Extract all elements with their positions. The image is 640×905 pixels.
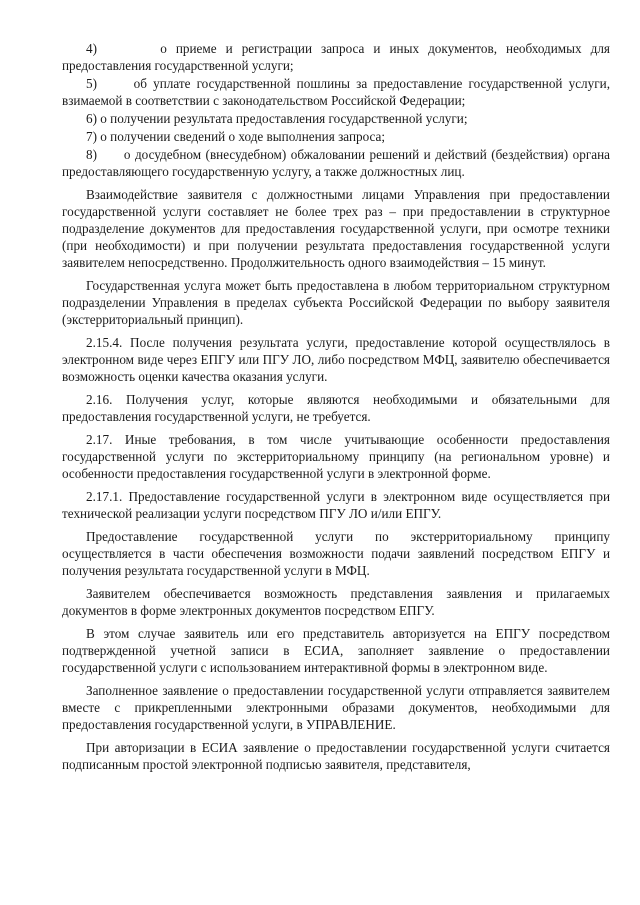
paragraph-item-5: 5) об уплате государственной пошлины за предоставление государственной услуги, взимаемой в соответствии с законодательством Российской Федерации;: [62, 76, 610, 108]
paragraph-2-17-1: 2.17.1. Предоставление государственной услуги в электронном виде осуществляется при технической реализации услуги посредством ПГУ ЛО и/или ЕПГУ.: [62, 489, 610, 521]
paragraph-esia-auth: В этом случае заявитель или его представитель авторизуется на ЕПГУ посредством подтвержденной учетной записи в ЕСИА, заполняет заявление о предоставлении государственной услуги с использованием интерактивной формы в электронном виде.: [62, 626, 610, 675]
paragraph-2-17: 2.17. Иные требования, в том числе учитывающие особенности предоставления государственной услуги по экстерриториальному принципу (на региональном уровне) и особенности предоставления государственной услуги в электронной форме.: [62, 432, 610, 481]
paragraph-extraterritorial-mfc: Предоставление государственной услуги по экстерриториальному принципу осуществляется в части обеспечения возможности подачи заявлений посредством ЕПГУ и получения результата государственной услуги в МФЦ.: [62, 529, 610, 578]
paragraph-item-6: 6) о получении результата предоставления государственной услуги;: [86, 111, 468, 126]
paragraph-item-7: 7) о получении сведений о ходе выполнения запроса;: [86, 129, 386, 144]
document-page: [62, 40, 610, 774]
paragraph-extraterritorial: Государственная услуга может быть предоставлена в любом территориальном структурном подразделении Управления в пределах субъекта Российской Федерации по выбору заявителя (экстерриториальный принцип).: [62, 278, 610, 327]
paragraph-item-4: 4) о приеме и регистрации запроса и иных документов, необходимых для предоставления государственной услуги;: [62, 41, 610, 73]
paragraph-2-16: 2.16. Получения услуг, которые являются необходимыми и обязательными для предоставления государственной услуги, не требуется.: [62, 392, 610, 424]
paragraph-2-15-4: 2.15.4. После получения результата услуги, предоставление которой осуществлялось в электронном виде через ЕПГУ или ПГУ ЛО, либо посредством МФЦ, заявителю обеспечивается возможность оценки качества оказания услуги.: [62, 335, 610, 384]
paragraph-interaction: Взаимодействие заявителя с должностными лицами Управления при предоставлении государственной услуги составляет не более трех раз – при предоставлении в структурное подразделение документов для предоставления государственной услуги, при осмотре техники (при необходимости) и при получении результата предоставления государственной услуги заявителем непосредственно. Продолжительность одного взаимодействия – 15 минут.: [62, 187, 610, 270]
paragraph-submission: Заполненное заявление о предоставлении государственной услуги отправляется заявителем вместе с прикрепленными электронными образами документов, необходимыми для предоставления государственной услуги, в УПРАВЛЕНИЕ.: [62, 683, 610, 732]
paragraph-signature: При авторизации в ЕСИА заявление о предоставлении государственной услуги считается подписанным простой электронной подписью заявителя, представителя,: [62, 740, 610, 772]
paragraph-item-8: 8) о досудебном (внесудебном) обжаловании решений и действий (бездействия) органа предоставляющего государственную услугу, а также должностных лиц.: [62, 147, 610, 179]
paragraph-applicant-electronic: Заявителем обеспечивается возможность представления заявления и прилагаемых документов в форме электронных документов посредством ЕПГУ.: [62, 586, 610, 618]
